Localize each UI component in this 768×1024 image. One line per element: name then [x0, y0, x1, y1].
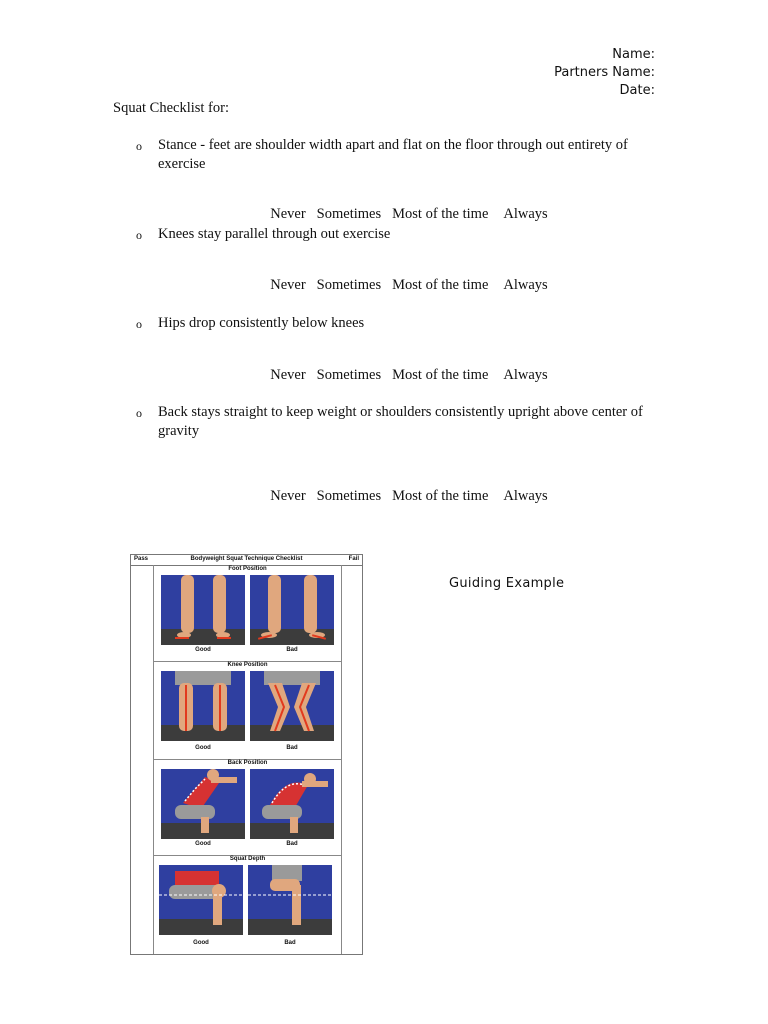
bad-caption: Bad	[286, 745, 298, 751]
rating-scale	[263, 189, 559, 223]
scale-sometimes: Sometimes	[316, 367, 382, 383]
row-title: Foot Position	[228, 566, 267, 572]
scale-never: Never	[270, 206, 306, 222]
bullet-marker: o	[136, 139, 142, 153]
checklist-item-knees	[136, 225, 656, 244]
good-example-photo	[161, 575, 245, 645]
good-caption: Good	[195, 647, 211, 653]
scale-sometimes: Sometimes	[316, 488, 382, 504]
bad-caption: Bad	[284, 940, 296, 946]
good-caption: Good	[195, 841, 211, 847]
scale-never: Never	[270, 488, 306, 504]
technique-checklist-figure	[130, 554, 363, 955]
partners-name-label: Partners Name:	[554, 65, 655, 80]
figure-row-back-position	[154, 759, 341, 856]
figure-row-foot-position	[154, 565, 341, 662]
scale-most: Most of the time	[392, 488, 489, 504]
checklist-title: Squat Checklist for:	[113, 100, 229, 116]
scale-sometimes: Sometimes	[316, 277, 382, 293]
checklist-item-back	[136, 403, 656, 441]
date-label: Date:	[619, 83, 655, 98]
row-title: Knee Position	[227, 662, 268, 668]
bad-example-photo	[250, 671, 334, 741]
scale-always: Always	[503, 206, 548, 222]
guiding-example-label: Guiding Example	[449, 576, 565, 591]
bullet-marker: o	[136, 228, 142, 242]
name-label: Name:	[612, 47, 655, 62]
scale-most: Most of the time	[392, 367, 489, 383]
scale-never: Never	[270, 277, 306, 293]
scale-sometimes: Sometimes	[316, 206, 382, 222]
scale-always: Always	[503, 277, 548, 293]
scale-most: Most of the time	[392, 206, 489, 222]
bad-example-photo	[250, 575, 334, 645]
good-example-photo	[161, 671, 245, 741]
scale-never: Never	[270, 367, 306, 383]
bullet-marker: o	[136, 317, 142, 331]
checklist-item-hips	[136, 314, 656, 333]
checklist-item-stance	[136, 136, 656, 174]
good-caption: Good	[195, 745, 211, 751]
column-divider	[341, 565, 342, 954]
item-text: Knees stay parallel through out exercise	[158, 226, 391, 242]
bullet-marker: o	[136, 406, 142, 420]
item-text: Stance - feet are shoulder width apart and flat on the floor through out entirety of exercise	[158, 137, 628, 172]
good-example-photo	[161, 769, 245, 839]
item-text: Hips drop consistently below knees	[158, 315, 365, 331]
good-caption: Good	[193, 940, 209, 946]
scale-always: Always	[503, 367, 548, 383]
rating-scale	[263, 350, 559, 384]
rating-scale	[263, 260, 559, 294]
bad-caption: Bad	[286, 841, 298, 847]
figure-row-squat-depth	[154, 855, 341, 954]
figure-row-knee-position	[154, 661, 341, 760]
scale-most: Most of the time	[392, 277, 489, 293]
scale-always: Always	[503, 488, 548, 504]
good-example-photo	[159, 865, 243, 935]
bad-example-photo	[248, 865, 332, 935]
pass-column-label: Pass	[134, 556, 149, 562]
figure-title: Bodyweight Squat Technique Checklist	[190, 556, 303, 562]
bad-example-photo	[250, 769, 334, 839]
fail-column-label: Fail	[348, 556, 359, 562]
rating-scale	[263, 471, 559, 505]
row-title: Squat Depth	[229, 856, 266, 862]
bad-caption: Bad	[286, 647, 298, 653]
item-text: Back stays straight to keep weight or shoulders consistently upright above center of gravity	[158, 404, 643, 439]
row-title: Back Position	[227, 760, 268, 766]
